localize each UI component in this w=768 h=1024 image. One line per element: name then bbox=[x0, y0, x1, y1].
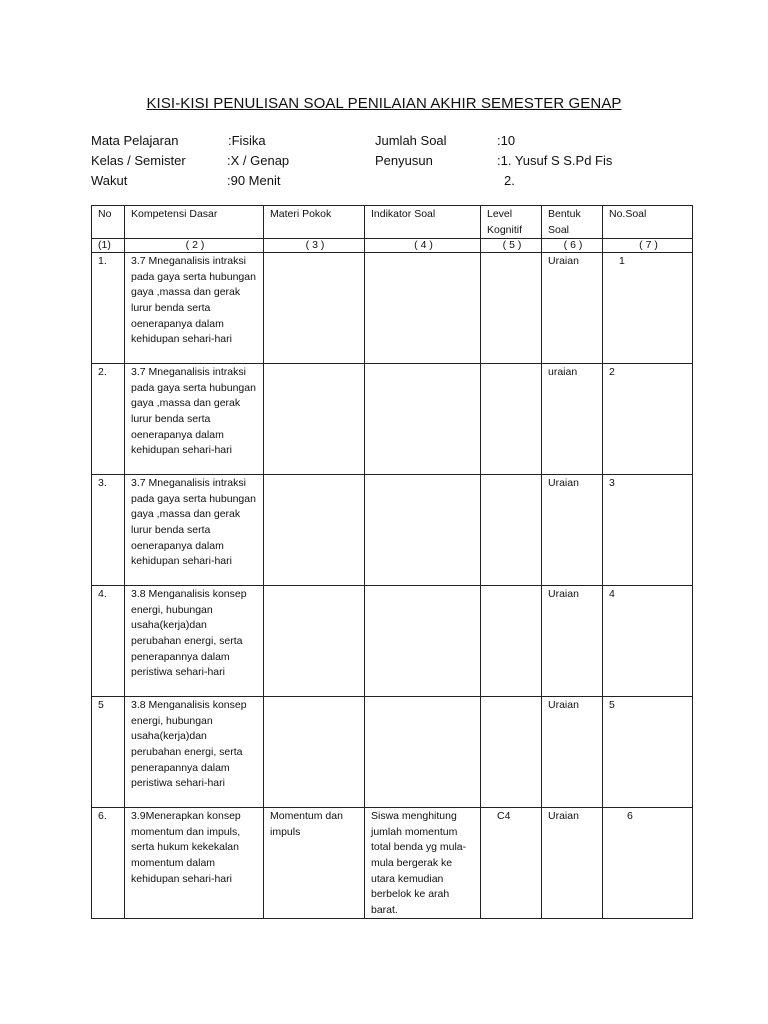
cell-no: 6. bbox=[92, 808, 125, 919]
jumlah-soal-value: :10 bbox=[497, 133, 516, 148]
meta-left bbox=[91, 131, 361, 191]
table-header-row bbox=[92, 206, 693, 239]
cell-no: 4. bbox=[92, 586, 125, 697]
cell-bentuk-soal: Uraian bbox=[542, 475, 603, 586]
waktu-label: Wakut bbox=[91, 173, 128, 188]
cell-level-kognitif bbox=[481, 253, 542, 364]
cell-no-soal: 5 bbox=[603, 697, 693, 808]
cell-no-soal: 2 bbox=[603, 364, 693, 475]
cell-no: 2. bbox=[92, 364, 125, 475]
cell-level-kognitif bbox=[481, 697, 542, 808]
header-level-kognitif: Level Kognitif bbox=[481, 206, 542, 239]
kisi-kisi-table bbox=[91, 205, 693, 919]
cell-kompetensi-dasar: 3.8 Menganalisis konsep energi, hubungan usaha(kerja)dan perubahan energi, serta penerapannya dalam peristiwa sehari-hari bbox=[125, 586, 264, 697]
cell-bentuk-soal: Uraian bbox=[542, 586, 603, 697]
penyusun-value-1: :1. Yusuf S S.Pd Fis bbox=[497, 153, 613, 168]
header-kompetensi-dasar: Kompetensi Dasar bbox=[125, 206, 264, 239]
header-materi-pokok: Materi Pokok bbox=[264, 206, 365, 239]
cell-bentuk-soal: Uraian bbox=[542, 697, 603, 808]
cell-no: 1. bbox=[92, 253, 125, 364]
meta-row-kelas bbox=[91, 151, 361, 171]
meta-right bbox=[375, 131, 695, 191]
cell-no-soal: 4 bbox=[603, 586, 693, 697]
cell-level-kognitif bbox=[481, 364, 542, 475]
colnum-7: ( 7 ) bbox=[603, 239, 693, 253]
cell-kompetensi-dasar: 3.8 Menganalisis konsep energi, hubungan usaha(kerja)dan perubahan energi, serta penerapannya dalam peristiwa sehari-hari bbox=[125, 697, 264, 808]
jumlah-soal-label: Jumlah Soal bbox=[375, 133, 447, 148]
header-bentuk-soal: Bentuk Soal bbox=[542, 206, 603, 239]
meta-row-jumlah-soal bbox=[375, 131, 695, 151]
cell-no-soal: 1 bbox=[603, 253, 693, 364]
table-column-number-row bbox=[92, 239, 693, 253]
cell-bentuk-soal: Uraian bbox=[542, 253, 603, 364]
cell-level-kognitif bbox=[481, 586, 542, 697]
cell-materi-pokok bbox=[264, 586, 365, 697]
waktu-value: :90 Menit bbox=[227, 173, 281, 188]
header-no: No bbox=[92, 206, 125, 239]
meta-row-waktu bbox=[91, 171, 361, 191]
cell-kompetensi-dasar: 3.7 Mneganalisis intraksi pada gaya serta hubungan gaya ,massa dan gerak lurur benda serta oenerapanya dalam kehidupan sehari-hari bbox=[125, 475, 264, 586]
cell-materi-pokok bbox=[264, 475, 365, 586]
cell-kompetensi-dasar: 3.7 Mneganalisis intraksi pada gaya serta hubungan gaya ,massa dan gerak lurur benda serta oenerapanya dalam kehidupan sehari-hari bbox=[125, 253, 264, 364]
colnum-5: ( 5 ) bbox=[481, 239, 542, 253]
table-row bbox=[92, 364, 693, 475]
table-row bbox=[92, 475, 693, 586]
cell-no: 3. bbox=[92, 475, 125, 586]
colnum-6: ( 6 ) bbox=[542, 239, 603, 253]
mata-pelajaran-value: :Fisika bbox=[228, 133, 266, 148]
cell-bentuk-soal: Uraian bbox=[542, 808, 603, 919]
meta-row-penyusun-2 bbox=[375, 171, 695, 191]
penyusun-label: Penyusun bbox=[375, 153, 433, 168]
cell-indikator-soal bbox=[365, 253, 481, 364]
colnum-1: (1) bbox=[92, 239, 125, 253]
table-row bbox=[92, 253, 693, 364]
cell-no: 5 bbox=[92, 697, 125, 808]
header-no-soal: No.Soal bbox=[603, 206, 693, 239]
cell-bentuk-soal: uraian bbox=[542, 364, 603, 475]
table-row bbox=[92, 697, 693, 808]
table-row bbox=[92, 586, 693, 697]
meta-row-mata-pelajaran bbox=[91, 131, 361, 151]
cell-materi-pokok: Momentum dan impuls bbox=[264, 808, 365, 919]
cell-level-kognitif bbox=[481, 475, 542, 586]
cell-indikator-soal bbox=[365, 586, 481, 697]
colnum-3: ( 3 ) bbox=[264, 239, 365, 253]
cell-indikator-soal bbox=[365, 364, 481, 475]
cell-materi-pokok bbox=[264, 364, 365, 475]
cell-indikator-soal bbox=[365, 475, 481, 586]
cell-materi-pokok bbox=[264, 253, 365, 364]
cell-indikator-soal bbox=[365, 697, 481, 808]
cell-no-soal: 6 bbox=[603, 808, 693, 919]
colnum-2: ( 2 ) bbox=[125, 239, 264, 253]
penyusun-value-2: 2. bbox=[504, 173, 515, 188]
cell-indikator-soal: Siswa menghitung jumlah momentum total benda yg mula-mula bergerak ke utara kemudian berbelok ke arah barat. bbox=[365, 808, 481, 919]
document-title: KISI-KISI PENULISAN SOAL PENILAIAN AKHIR SEMESTER GENAP bbox=[146, 95, 622, 112]
cell-level-kognitif: C4 bbox=[481, 808, 542, 919]
kelas-label: Kelas / Semister bbox=[91, 153, 186, 168]
colnum-4: ( 4 ) bbox=[365, 239, 481, 253]
mata-pelajaran-label: Mata Pelajaran bbox=[91, 133, 179, 148]
cell-kompetensi-dasar: 3.7 Mneganalisis intraksi pada gaya serta hubungan gaya ,massa dan gerak lurur benda serta oenerapanya dalam kehidupan sehari-hari bbox=[125, 364, 264, 475]
kelas-value: :X / Genap bbox=[227, 153, 290, 168]
cell-kompetensi-dasar: 3.9Menerapkan konsep momentum dan impuls, serta hukum kekekalan momentum dalam kehidupan sehari-hari bbox=[125, 808, 264, 919]
meta-row-penyusun bbox=[375, 151, 695, 171]
header-indikator-soal: Indikator Soal bbox=[365, 206, 481, 239]
table-row bbox=[92, 808, 693, 919]
cell-materi-pokok bbox=[264, 697, 365, 808]
cell-no-soal: 3 bbox=[603, 475, 693, 586]
